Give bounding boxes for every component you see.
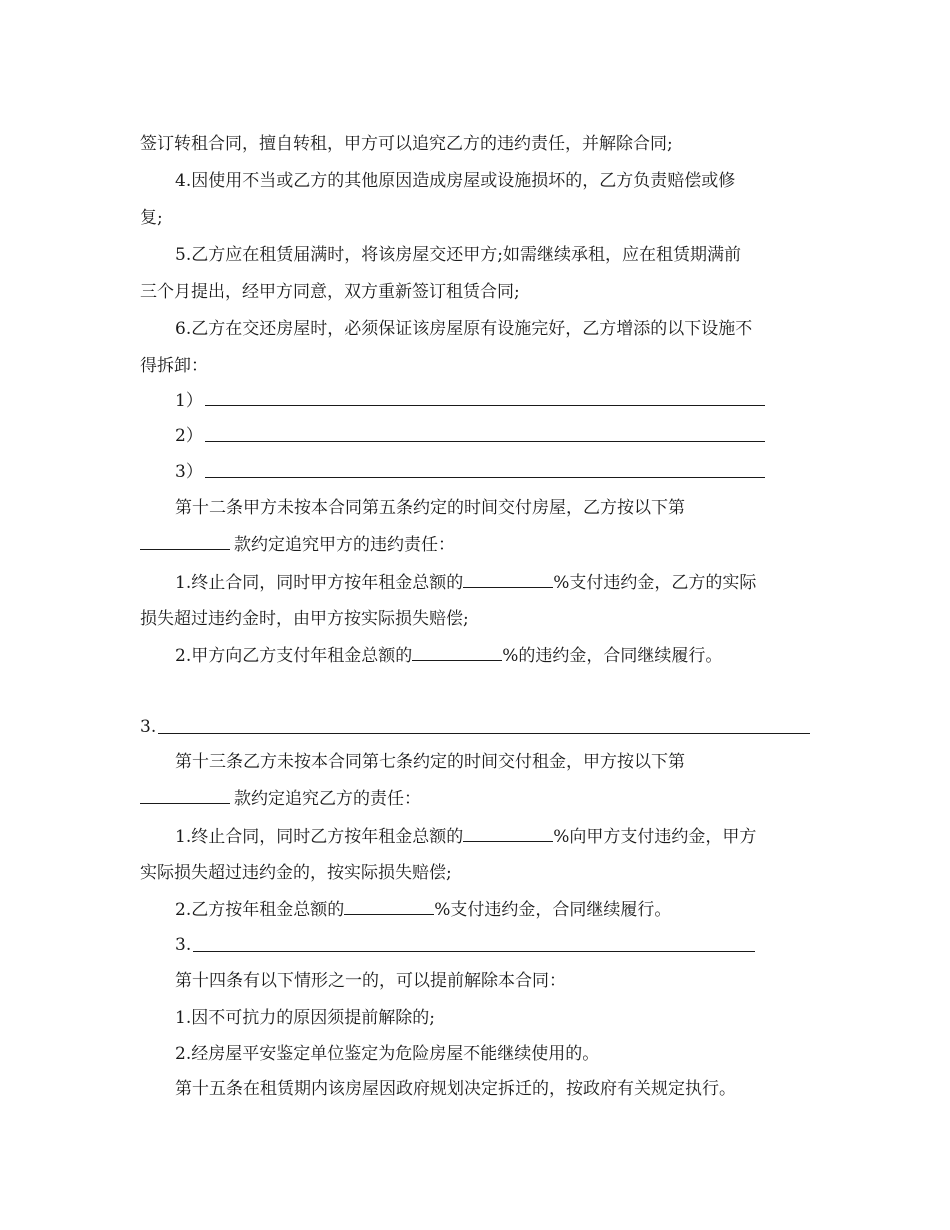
clause-item-4: 4.因使用不当或乙方的其他原因造成房屋或设施损坏的，乙方负责赔偿或修 <box>175 171 736 191</box>
article-14-item-2: 2.经房屋平安鉴定单位鉴定为危险房屋不能继续使用的。 <box>175 1044 600 1064</box>
penalty-percent-blank[interactable] <box>412 644 502 661</box>
text-segment: %支付违约金，合同继续履行。 <box>434 900 672 920</box>
penalty-percent-blank[interactable] <box>463 825 553 842</box>
article-13-option-blank[interactable] <box>140 803 230 804</box>
text-segment: %向甲方支付违约金，甲方 <box>553 827 757 847</box>
text-segment: %支付违约金，乙方的实际 <box>553 573 757 593</box>
article-14-item-1: 1.因不可抗力的原因须提前解除的; <box>175 1008 435 1028</box>
clause-item-6: 6.乙方在交还房屋时，必须保证该房屋原有设施完好，乙方增添的以下设施不 <box>175 319 753 339</box>
text-line: 款约定追究乙方的责任： <box>234 789 421 809</box>
penalty-percent-blank[interactable] <box>344 898 434 915</box>
text-segment: %的违约金，合同继续履行。 <box>502 646 723 666</box>
article-14-heading: 第十四条有以下情形之一的，可以提前解除本合同： <box>175 971 566 991</box>
text-segment: 2.乙方按年租金总额的 <box>175 900 345 920</box>
article-12-heading: 第十二条甲方未按本合同第五条约定的时间交付房屋，乙方按以下第 <box>175 498 685 518</box>
article-13-item-3-blank[interactable] <box>193 951 755 952</box>
text-line: 款约定追究甲方的违约责任： <box>234 535 455 555</box>
article-12-item-3-label: 3. <box>140 717 157 737</box>
article-15-heading: 第十五条在租赁期内该房屋因政府规划决定拆迁的，按政府有关规定执行。 <box>175 1079 736 1099</box>
facility-item-3-blank[interactable] <box>205 477 765 478</box>
article-13-item-1 <box>175 825 756 848</box>
facility-item-3-label: 3） <box>175 462 203 482</box>
penalty-percent-blank[interactable] <box>463 571 553 588</box>
text-line: 复; <box>140 208 163 228</box>
article-13-heading: 第十三条乙方未按本合同第七条约定的时间交付租金，甲方按以下第 <box>175 752 685 772</box>
text-line: 签订转租合同，擅自转租，甲方可以追究乙方的违约责任，并解除合同; <box>140 134 673 154</box>
clause-item-5: 5.乙方应在租赁届满时，将该房屋交还甲方;如需继续承租，应在租赁期满前 <box>175 245 741 265</box>
article-13-item-2 <box>175 898 671 921</box>
facility-item-2-blank[interactable] <box>205 441 765 442</box>
text-segment: 1.终止合同，同时乙方按年租金总额的 <box>175 827 464 847</box>
article-12-item-3-blank[interactable] <box>158 733 810 734</box>
text-line: 损失超过违约金时，由甲方按实际损失赔偿; <box>140 609 469 629</box>
text-line: 得拆卸： <box>140 356 208 376</box>
article-13-item-3-label: 3. <box>175 935 192 955</box>
article-12-item-2 <box>175 644 722 667</box>
article-12-option-blank[interactable] <box>140 549 230 550</box>
text-line: 实际损失超过违约金的，按实际损失赔偿; <box>140 863 452 883</box>
text-segment: 2.甲方向乙方支付年租金总额的 <box>175 646 413 666</box>
facility-item-1-label: 1） <box>175 391 203 411</box>
text-segment: 1.终止合同，同时甲方按年租金总额的 <box>175 573 464 593</box>
facility-item-2-label: 2） <box>175 426 203 446</box>
facility-item-1-blank[interactable] <box>205 405 765 406</box>
text-line: 三个月提出，经甲方同意，双方重新签订租赁合同; <box>140 282 520 302</box>
article-12-item-1 <box>175 571 756 594</box>
